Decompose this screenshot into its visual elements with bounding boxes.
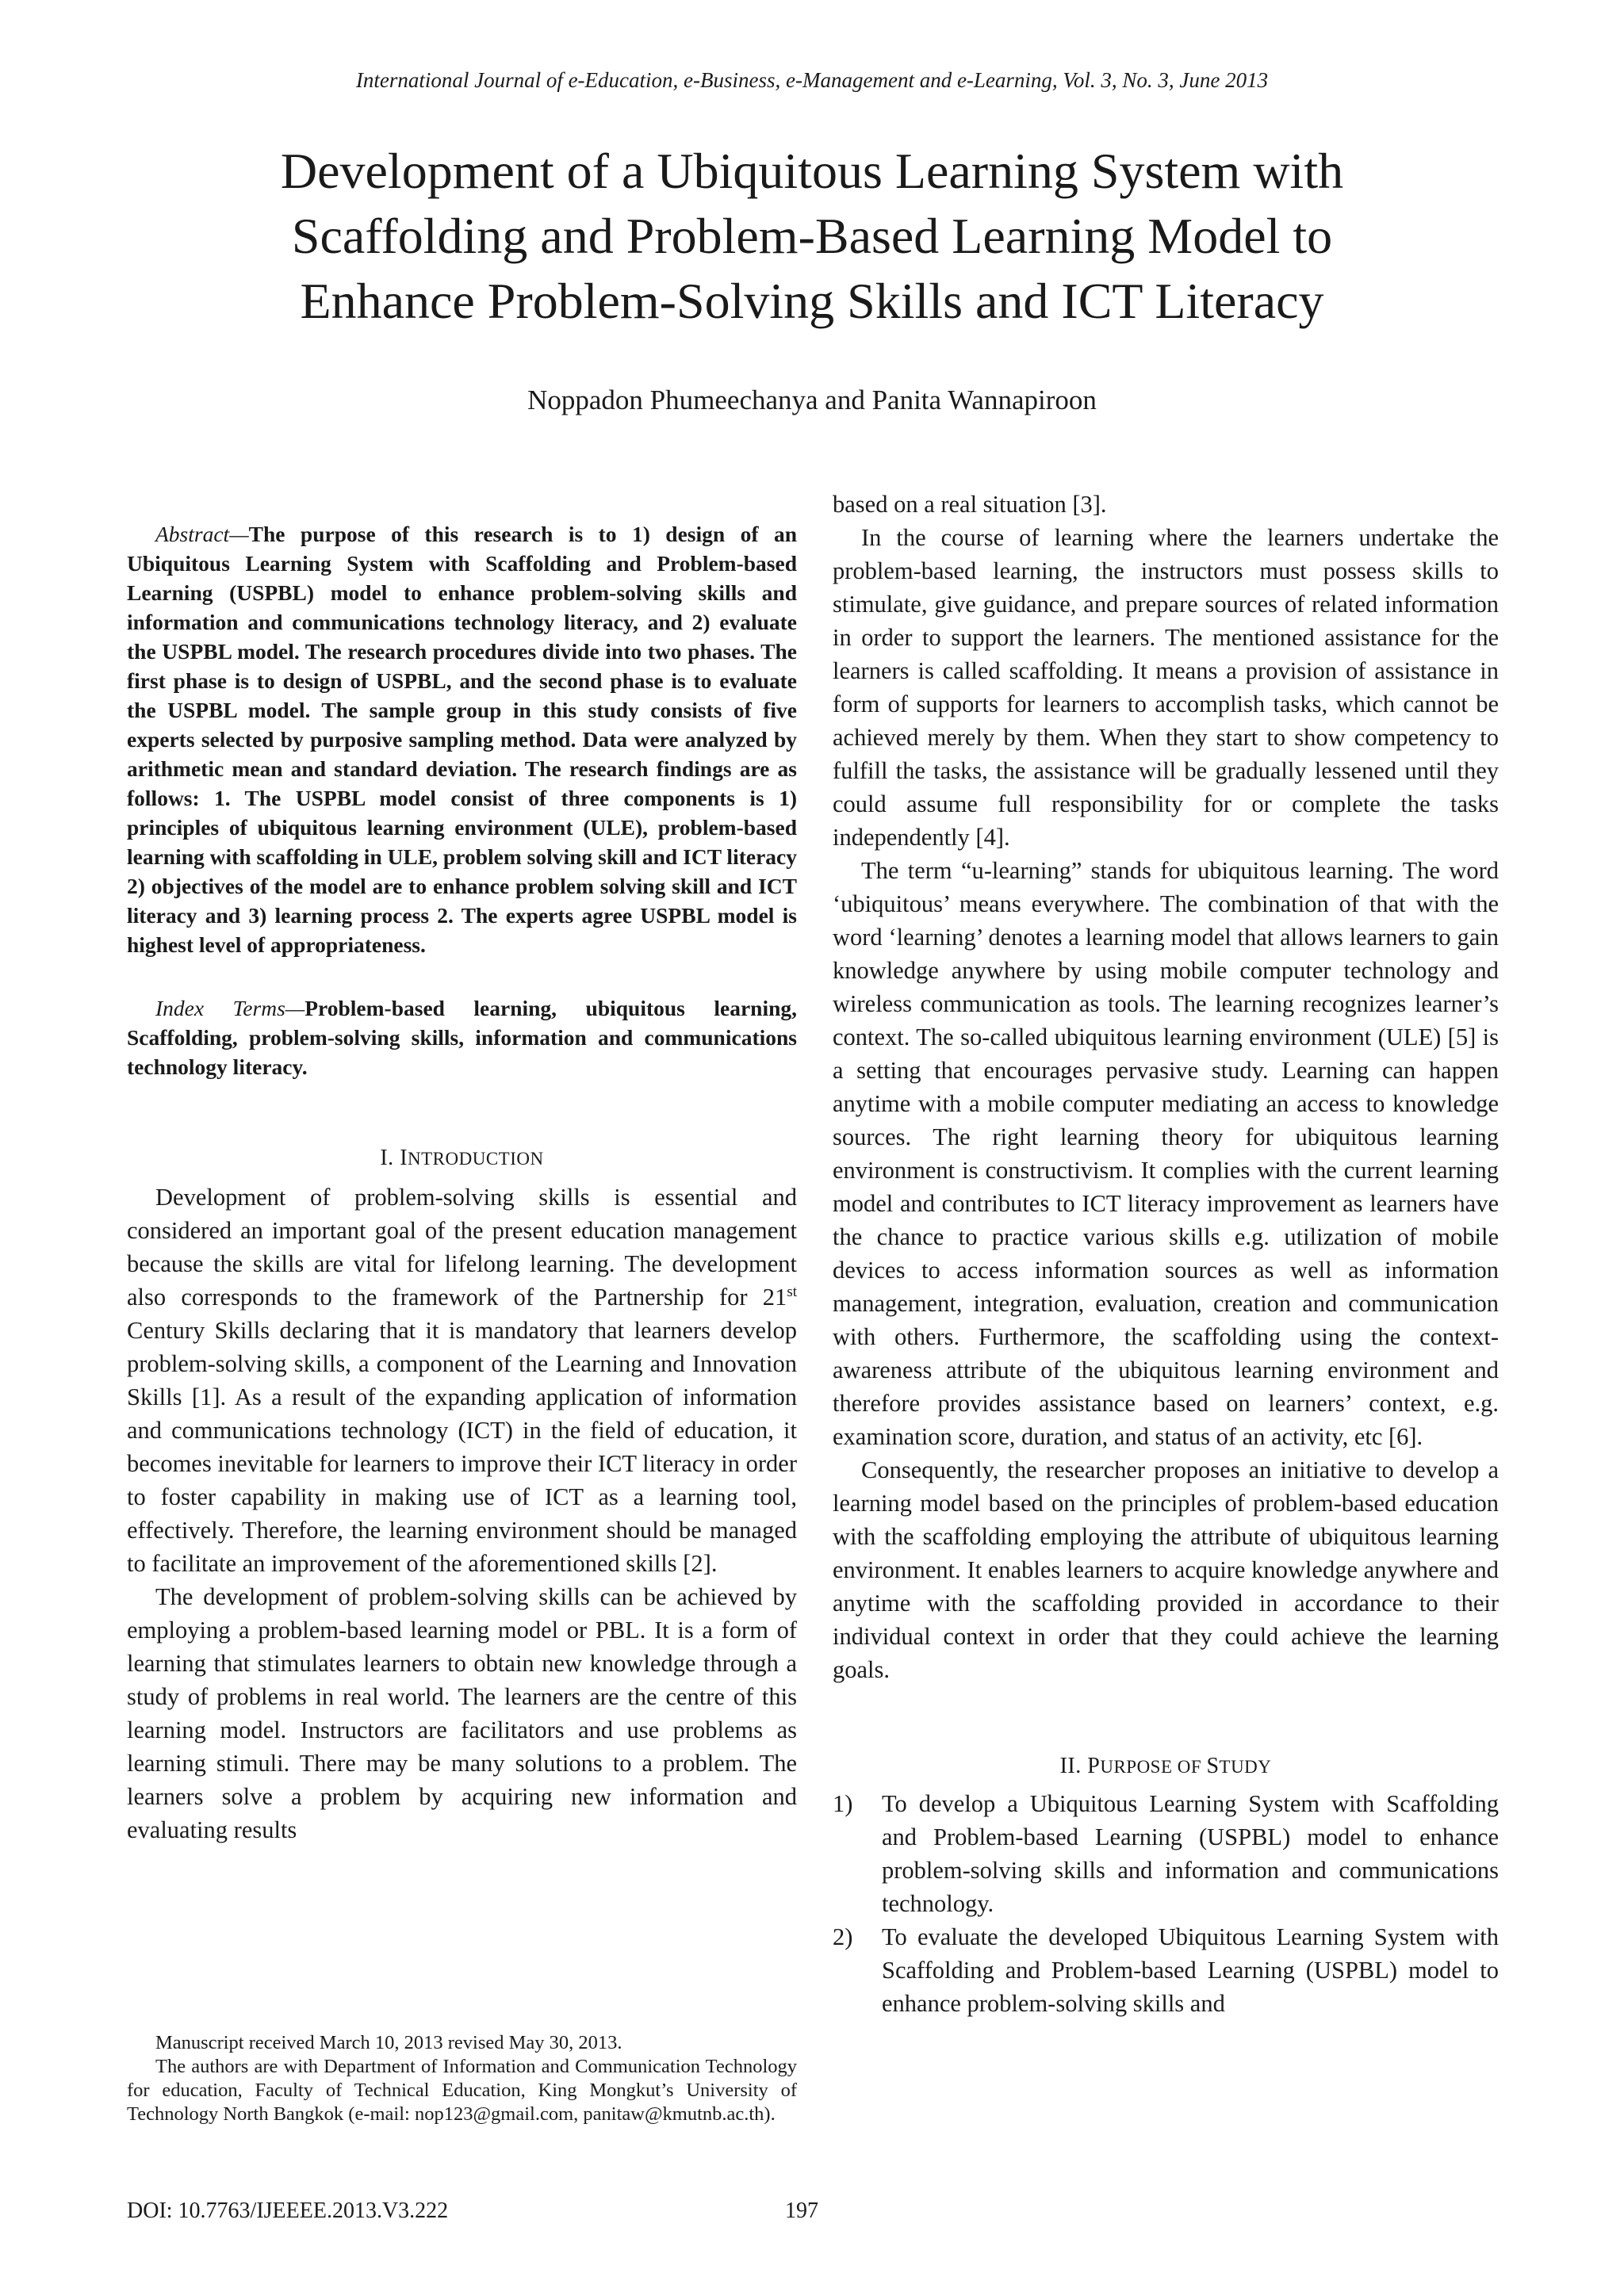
paper-title [159, 139, 1465, 334]
footnote-line: Manuscript received March 10, 2013 revised May 30, 2013. [155, 2032, 622, 2053]
index-terms [127, 993, 797, 1081]
footnote [127, 2031, 797, 2126]
title-line: Scaffolding and Problem-Based Learning Model to [291, 208, 1333, 264]
right-column [833, 488, 1499, 2020]
abstract-text: The purpose of this research is to 1) design of an Ubiquitous Learning System with Scaffolding and Problem-based Learning (USPBL) model to enhance problem-solving skills and information and communications technology literacy, and 2) evaluate the USPBL model. The research procedures divide into two phases. The first phase is to design of USPBL, and the second phase is to evaluate the USPBL model. The sample group in this study consists of five experts selected by purposive sampling method. Data were analyzed by arithmetic mean and standard deviation. The research findings are as follows: 1. The USPBL model consist of three components is 1) principles of ubiquitous learning environment (ULE), problem-based learning with scaffolding in ULE, problem solving skill and ICT literacy 2) objectives of the model are to enhance problem solving skill and ICT literacy and 3) learning process 2. The experts agree USPBL model is highest level of appropriateness. [127, 522, 797, 957]
right-paragraph-0: based on a real situation [3]. [833, 491, 1107, 518]
abstract [127, 519, 797, 959]
journal-header: International Journal of e-Education, e-Business, e-Management and e-Learning, Vol. 3, No. 3, June 2013 [355, 68, 1269, 92]
title-line: Development of a Ubiquitous Learning System with [280, 143, 1344, 199]
doi: DOI: 10.7763/IJEEEE.2013.V3.222 [127, 2198, 449, 2223]
title-line: Enhance Problem-Solving Skills and ICT Literacy [300, 273, 1324, 329]
footnote-line: The authors are with Department of Information and Communication Technology for education, Faculty of Technical Education, King Mongkut’s University of Technology North Bangkok (e-mail: nop123@gmail.com, panitaw@kmutnb.ac.th). [127, 2056, 797, 2125]
purpose-list [833, 1787, 1499, 2020]
index-terms-lead: Index Terms— [155, 996, 305, 1020]
index-terms-text: Problem-based learning, ubiquitous learning, Scaffolding, problem-solving skills, information and communications technology literacy. [127, 996, 797, 1079]
right-paragraph-1: In the course of learning where the learners undertake the problem-based learning, the instructors must possess skills to stimulate, give guidance, and prepare sources of related information in order to support the learners. The mentioned assistance for the learners is called scaffolding. It means a provision of assistance in form of supports for learners to accomplish tasks, which cannot be achieved merely by them. When they start to show competency to fulfill the tasks, the assistance will be gradually lessened until they could assume full responsibility for or complete the tasks independently [4]. [833, 524, 1499, 851]
right-paragraph-2: The term “u-learning” stands for ubiquitous learning. The word ‘ubiquitous’ means everywhere. The combination of that with the word ‘learning’ denotes a learning model that allows learners to gain knowledge anywhere by using mobile computer technology and wireless communication as tools. The learning recognizes learner’s context. The so-called ubiquitous learning environment (ULE) [5] is a setting that encourages pervasive study. Learning can happen anytime with a mobile computer mediating an access to knowledge sources. The right learning theory for ubiquitous learning environment is constructivism. It complies with the current learning model and contributes to ICT literacy improvement as learners have the chance to practice various skills e.g. utilization of mobile devices to access information sources as well as information management, integration, evaluation, creation and communication with others. Furthermore, the scaffolding using the context-awareness attribute of the ubiquitous learning environment and therefore provides assistance based on learners’ context, e.g. examination score, duration, and status of an activity, etc [6]. [833, 857, 1499, 1450]
list-item: 2) To evaluate the developed Ubiquitous Learning System with Scaffolding and Problem-based Learning (USPBL) model to enhance problem-solving skills and [833, 1923, 1499, 2017]
section-heading-purpose: II. PURPOSE OF STUDY [1059, 1754, 1272, 1778]
list-item: 1) To develop a Ubiquitous Learning System with Scaffolding and Problem-based Learning (USPBL) model to enhance problem-solving skills and information and communications technology. [833, 1790, 1499, 1917]
right-paragraph-3: Consequently, the researcher proposes an initiative to develop a learning model based on the principles of problem-based education with the scaffolding employing the attribute of ubiquitous learning environment. It enables learners to acquire knowledge anywhere and anytime with the scaffolding provided in accordance to their individual context in order that they could achieve the learning goals. [833, 1456, 1499, 1683]
section-heading-introduction: I. INTRODUCTION [380, 1146, 544, 1170]
page-number: 197 [785, 2198, 818, 2223]
abstract-lead: Abstract— [155, 522, 249, 546]
intro-paragraph-1: Development of problem-solving skills is essential and considered an important goal of the present education management because the skills are vital for lifelong learning. The development also corresponds to the framework of the Partnership for 21st Century Skills declaring that it is mandatory that learners develop problem-solving skills, a component of the Learning and Innovation Skills [1]. As a result of the expanding application of information and communications technology (ICT) in the field of education, it becomes inevitable for learners to improve their ICT literacy in order to foster capability in making use of ICT as a learning tool, effectively. Therefore, the learning environment should be managed to facilitate an improvement of the aforementioned skills [2]. [127, 1184, 797, 1577]
authors: Noppadon Phumeechanya and Panita Wannapiroon [527, 385, 1097, 415]
intro-paragraph-2: The development of problem-solving skills can be achieved by employing a problem-based learning model or PBL. It is a form of learning that stimulates learners to obtain new knowledge through a study of problems in real world. The learners are the centre of this learning model. Instructors are facilitators and use problems as learning stimuli. There may be many solutions to a problem. The learners solve a problem by acquiring new information and evaluating results [127, 1583, 797, 1843]
left-column [127, 519, 797, 1846]
